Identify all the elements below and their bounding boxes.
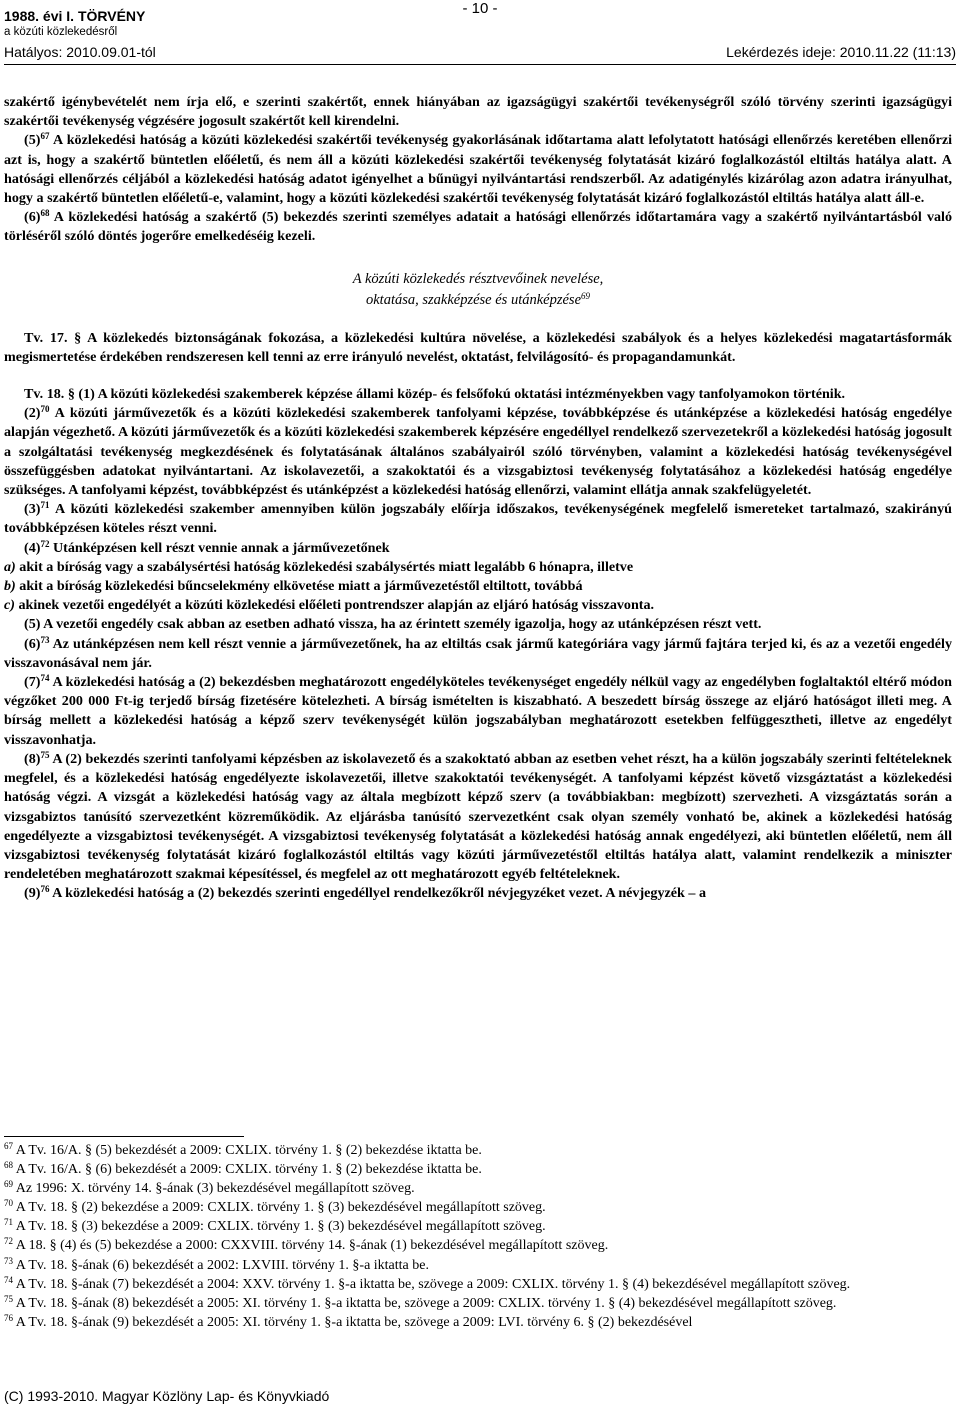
paragraph: $(4)^{72}$ Utánképzésen kell részt vennie annak a járművezetőnek <box>24 538 390 556</box>
footnote: $^{74}$ A Tv. 18. §-ának (7) bekezdését a 2004: XXV. törvény 1. §-a iktatta be, szövege a 2009: CXLIX. törvény 1. § (4) bekezdésével megállapított szöveg. <box>4 1274 851 1292</box>
paragraph: Tv. 17. § A közlekedés biztonságának fokozása, a közlekedési kultúra növelése, a közlekedési szabályok és a helyes közlekedési magatartásformák megismertetése érdekében rendszeresen kell tenni az erre irányuló nevelést, oktatást, felvilágosító- és propagandamunkát. <box>4 329 952 365</box>
footnote: $^{67}$ A Tv. 16/A. § (5) bekezdését a 2009: CXLIX. törvény 1. § (2) bekezdése iktatta be. <box>4 1141 482 1158</box>
paragraph: $(7)^{74}$ A közlekedési hatóság a (2) bekezdésben meghatározott engedélyköteles tevékenységet engedély nélkül vagy az engedélyben foglaltaktól eltérő módon végzőket 200 000 Ft-ig terjedő bírság fizetésére kötelezheti. A bírság ismételten is kiszabható. A beszedett bírság összege az eljáró hatóságot illeti meg. A bírság mellett a közlekedési hatóság a képző szerv tevékenységét külön jogszabályban meghatározott esetekben felfüggesztheti, illetve az engedélyt visszavonhatja. <box>4 673 952 748</box>
paragraph: $(2)^{70}$ A közúti járművezetők és a közúti közlekedési szakemberek tanfolyami képzése, továbbképzése és utánképzése a közlekedési hatóság engedélye alapján végezhető. A közúti járművezetők és a közúti közlekedési szakemberek képzésére engedéllyel rendelkező szervezetekről a közlekedési hatóság jogosult a szolgáltatási tevékenység megkezdésének és folytatásának általános szabályairól szóló törvényben, valamint a közlekedési hatóság tevékenységével összefüggésben adatokat nyilvántartani. Az iskolavezetői, a szakoktatói és a vizsgabiztosi tevékenység folytatásához a közlekedési hatóság engedélye szükséges. A tanfolyami képzést, továbbképzést és utánképzést a közlekedési hatóság ellenőrzi, valamint ellátja annak szakfelügyeletét. <box>4 404 952 499</box>
footnote: $^{68}$ A Tv. 16/A. § (6) bekezdését a 2009: CXLIX. törvény 1. § (2) bekezdése iktatta be. <box>4 1160 482 1178</box>
footnote: $^{76}$ A Tv. 18. §-ának (9) bekezdését a 2005: XI. törvény 1. §-a iktatta be, szövege a 2009: LVI. törvény 6. § (2) bekezdésével <box>4 1312 693 1330</box>
footnote-ref[interactable]: 67 <box>40 131 50 142</box>
footnote: $^{69}$ Az 1996: X. törvény 14. §-ának (3) bekezdésével megállapított szöveg. <box>4 1179 415 1197</box>
footnote: $^{75}$ A Tv. 18. §-ának (8) bekezdését a 2005: XI. törvény 1. §-a iktatta be, szövege a 2009: CXLIX. törvény 1. § (4) bekezdésével megállapított szöveg. <box>4 1293 837 1311</box>
paragraph: $(5)^{67}$ A közlekedési hatóság a közúti közlekedési szakértői tevékenység gyakorlásának időtartama alatt lefolytatott hatósági ellenőrzés keretében ellenőrzi azt is, hogy a szakértő büntetlen előéletű, és nem áll a közúti közlekedési szakértői tevékenység folytatását kizáró foglalkozástól eltiltás hatálya alatt. A hatósági ellenőrzés céljából a közlekedési hatóság adatot igényelhet a bűnügyi nyilvántartási rendszerből. Az adatigénylés kizárólag azon adatra irányulhat, hogy a szakértő büntetlen előéletű-e, valamint, hogy a közúti közlekedési szakértői tevékenység folytatását kizáró foglalkozástól eltiltás hatálya alatt áll-e. <box>4 131 952 207</box>
footnote-ref[interactable]: 69 <box>581 290 591 301</box>
paragraph: $(9)^{76}$ A közlekedési hatóság a (2) bekezdés szerinti engedéllyel rendelkezőkről névjegyzéket vezet. A névjegyzék – a <box>24 884 706 902</box>
paragraph: szakértő igénybevételét nem írja elő, e szerinti szakértőt, ennek hiányában az igazságügyi szakértői tevékenységről szóló törvény szerinti igazságügyi szakértői tevékenység végzésére jogosult szakértőt kell kirendelni. <box>4 94 952 130</box>
copyright-footer: (C) 1993-2010. Magyar Közlöny Lap- és Könyvkiadó <box>4 1388 330 1404</box>
footnote-ref[interactable]: 75 <box>40 749 50 760</box>
list-item: c) akinek vezetői engedélyét a közúti közlekedési előéleti pontrendszer alapján az eljáró hatóság visszavonta. <box>4 597 655 614</box>
footnote: $^{73}$ A Tv. 18. §-ának (6) bekezdését a 2002: LXVIII. törvény 1. §-a iktatta be. <box>4 1255 429 1273</box>
footnote-ref[interactable]: 71 <box>40 500 50 511</box>
footnote-ref[interactable]: 74 <box>40 673 50 684</box>
section-title: A közúti közlekedés résztvevőinek nevelése, <box>352 270 604 287</box>
footnote-ref[interactable]: 68 <box>40 208 50 219</box>
footnote-ref[interactable]: 76 <box>40 884 50 895</box>
footnote: $^{72}$ A 18. § (4) és (5) bekezdése a 2000: CXXVIII. törvény 14. §-ának (1) bekezdésével megállapított szöveg. <box>4 1236 609 1254</box>
document-body <box>4 93 952 904</box>
header-rule <box>4 64 956 65</box>
list-item: b) akit a bíróság közlekedési bűncselekmény elkövetése miatt a járművezetéstől eltiltott, továbbá <box>4 578 583 595</box>
footnote: $^{71}$ A Tv. 18. § (3) bekezdése a 2009: CXLIX. törvény 1. § (3) bekezdésével megállapított szöveg. <box>4 1217 546 1235</box>
valid-from: Hatályos: 2010.09.01-tól <box>4 44 156 60</box>
section-title: oktatása, szakképzése és utánképzése$^{69}$ <box>365 290 591 308</box>
footnote-ref[interactable]: 72 <box>40 538 50 549</box>
paragraph: (5) A vezetői engedély csak abban az esetben adható vissza, ha az érintett személy igazolja, hogy az utánképzésen részt vett. <box>24 616 762 633</box>
list-item: a) akit a bíróság vagy a szabálysértési hatóság közlekedési szabálysértés miatt legalább 6 hónapra, illetve <box>4 558 634 575</box>
footnote-ref[interactable]: 70 <box>40 404 50 415</box>
paragraph: $(8)^{75}$ A (2) bekezdés szerinti tanfolyami képzésben az iskolavezető és a szakoktató abban az esetben vehet részt, ha a külön jogszabály szerinti feltételeknek megfelel, és a közlekedési hatóság engedélyezte iskolavezetői, illetve szakoktatói tevékenységét. A tanfolyami képzést követő vizsgáztatást a közlekedési hatóság végzi. A vizsgát a közlekedési hatóság vagy az általa megbízott képző szerv (a továbbiakban: megbízott) szervezheti. A vizsgáztatás során a vizsgabiztos tanúsító szervezetként közreműködik. Az eljárásba tanúsító szervezetként csak olyan személy vonható be, akinek a közlekedési hatóság engedélyezte a vizsgabiztosi tevékenységét. A vizsgabiztosi tevékenység folytatását a közlekedési hatóság annak engedélyezi, aki büntetlen előéletű, nem áll vizsgabiztosi tevékenység folytatását kizáró foglalkozástól eltiltás vagy közúti járművezetéstől eltiltás hatálya alatt, valamint rendelkezik a miniszter rendeletében meghatározott szakmai képesítéssel, és megfelel az ott meghatározott egyéb feltételeknek. <box>4 749 952 883</box>
page-number: - 10 - <box>462 0 498 17</box>
paragraph: $(6)^{73}$ Az utánképzésen nem kell részt vennie a járművezetőnek, ha az eltiltás csak jármű kategóriára vagy jármű fajtára terjed ki, és az a vezetői engedély visszavonásával nem jár. <box>4 634 952 671</box>
footnote: $^{70}$ A Tv. 18. § (2) bekezdése a 2009: CXLIX. törvény 1. § (3) bekezdésével megállapított szöveg. <box>4 1198 546 1216</box>
document-subtitle: a közúti közlekedésről <box>4 26 118 38</box>
paragraph: $(6)^{68}$ A közlekedési hatóság a szakértő (5) bekezdés szerinti személyes adatait a hatósági ellenőrzés időtartamára vagy a szakértő nyilvántartásból való törléséről szóló döntés jogerőre emelkedéséig kezeli. <box>4 208 952 245</box>
document-title: 1988. évi I. TÖRVÉNY <box>4 8 146 24</box>
footnote-rule <box>4 1136 244 1137</box>
footnotes <box>4 1141 952 1332</box>
paragraph: Tv. 18. § (1) A közúti közlekedési szakemberek képzése állami közép- és felsőfokú oktatási intézményekben vagy tanfolyamokon történik. <box>24 386 846 403</box>
paragraph: $(3)^{71}$ A közúti közlekedési szakember amennyiben külön jogszabály előírja időszakos, tevékenységének megfelelő ismereteket tartalmazó, szakirányú továbbképzésen köteles részt venni. <box>4 500 952 537</box>
query-time: Lekérdezés ideje: 2010.11.22 (11:13) <box>726 44 956 60</box>
footnote-ref[interactable]: 73 <box>40 634 50 645</box>
